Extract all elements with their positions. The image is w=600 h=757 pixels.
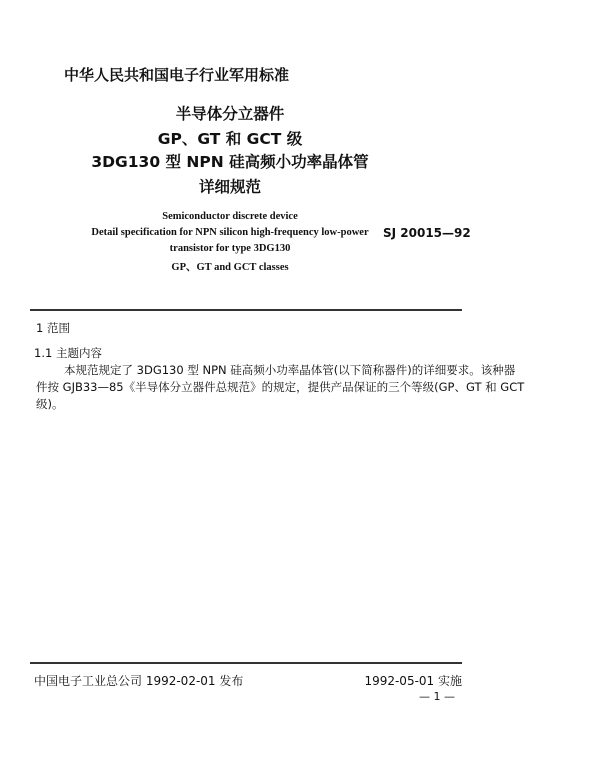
paragraph-line-1: 本规范规定了 3DG130 型 NPN 硅高频小功率晶体管(以下简称器件)的详细要求。该种器: [64, 363, 516, 377]
issued-info: 中国电子工业总公司 1992-02-01 发布: [34, 674, 244, 688]
title-cn-line-4: 详细规范: [198, 178, 261, 196]
title-en-line-1: Semiconductor discrete device: [162, 211, 298, 222]
footer-divider: [30, 662, 462, 664]
title-cn-line-2: GP、GT 和 GCT 级: [157, 130, 303, 148]
section-1-1-heading: 1.1 主题内容: [34, 346, 102, 360]
title-cn-line-3: 3DG130 型 NPN 硅高频小功率晶体管: [91, 153, 369, 171]
page-number: — 1 —: [419, 690, 455, 703]
title-en-line-2: Detail specification for NPN silicon high-frequency low-power: [91, 227, 369, 238]
paragraph-line-2: 件按 GJB33—85《半导体分立器件总规范》的规定，提供产品保证的三个等级(GP、GT 和 GCT: [36, 380, 525, 394]
section-1-heading: 1 范围: [36, 321, 70, 335]
standard-number: SJ 20015—92: [383, 226, 471, 240]
title-en-line-4: GP、GT and GCT classes: [171, 262, 289, 273]
title-cn-line-1: 半导体分立器件: [175, 105, 285, 123]
paragraph-line-3: 级)。: [36, 397, 64, 411]
standard-org-header: 中华人民共和国电子行业军用标准: [64, 66, 290, 84]
title-en-line-3: transistor for type 3DG130: [169, 243, 291, 254]
effective-date: 1992-05-01 实施: [364, 674, 462, 688]
header-divider: [30, 309, 462, 311]
